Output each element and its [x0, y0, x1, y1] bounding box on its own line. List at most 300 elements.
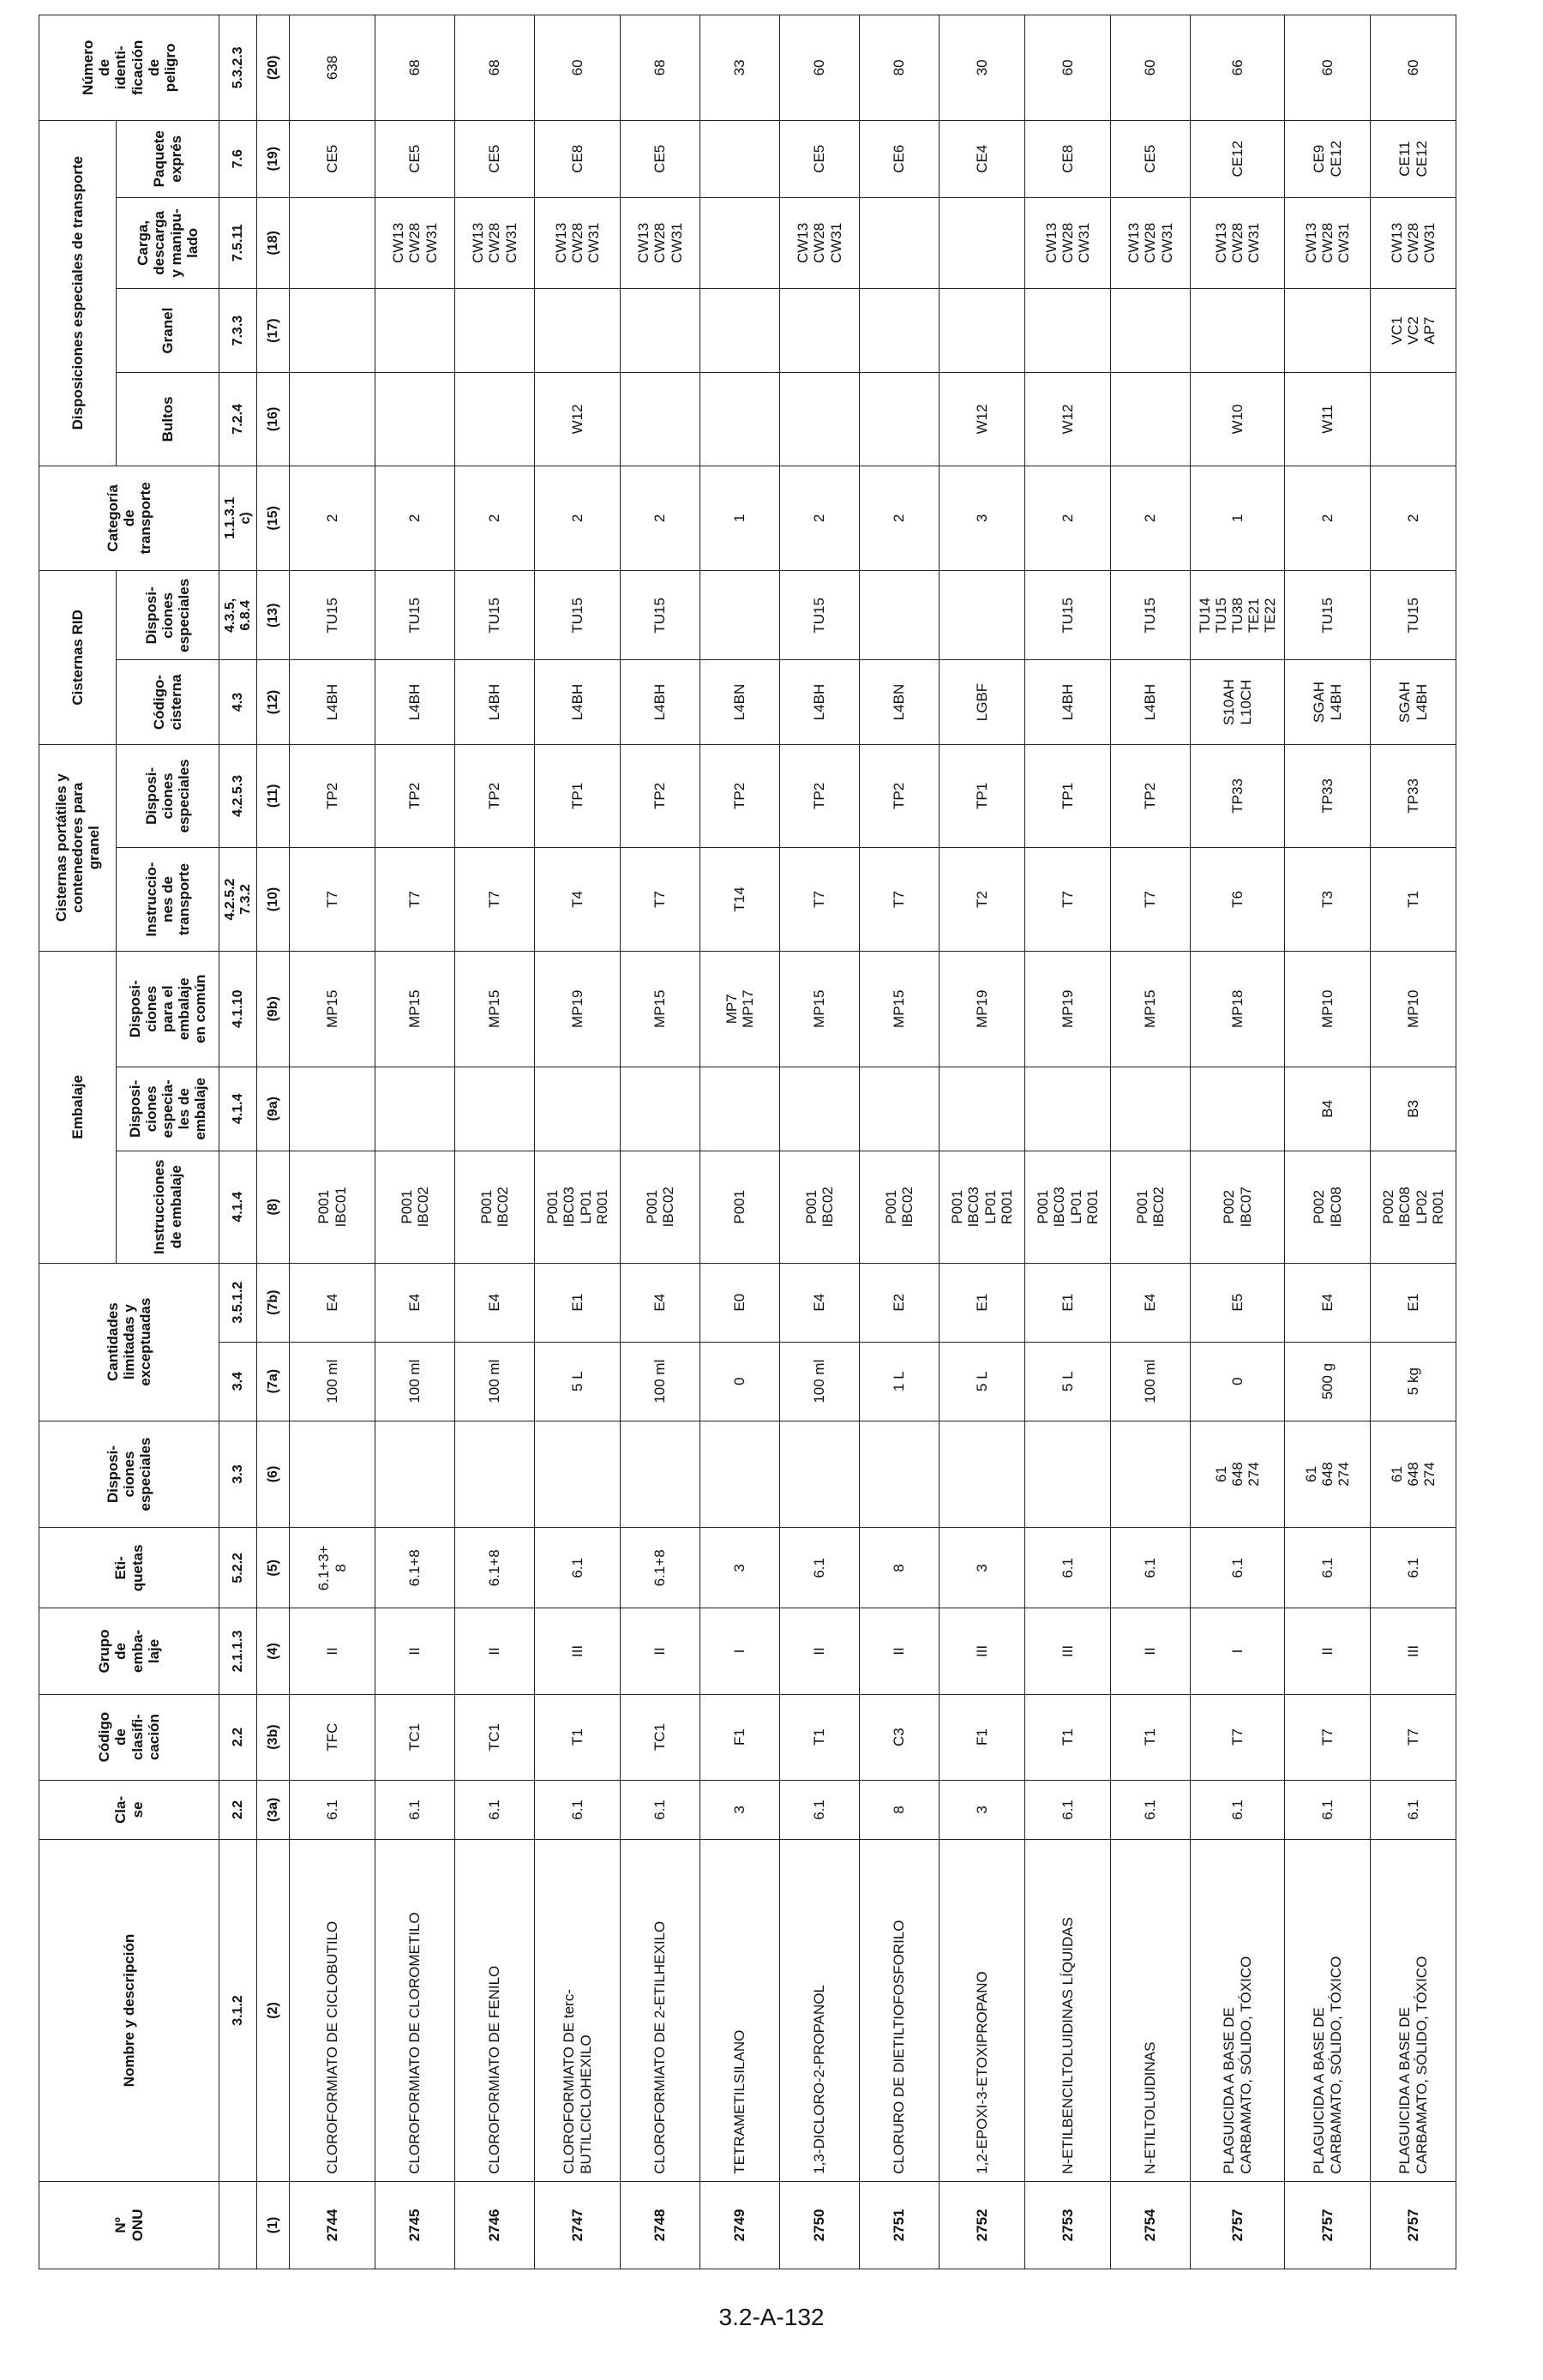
- table-row-cell: E1: [940, 1263, 1025, 1342]
- table-row-cell: 60: [535, 15, 621, 121]
- column-number-row-cell: (9b): [257, 951, 290, 1067]
- table-row-cell: TU15: [1111, 571, 1191, 660]
- table-row-cell: [535, 1421, 621, 1528]
- table-row-cell: [1191, 1067, 1285, 1151]
- table-row-cell: T7: [1191, 1694, 1285, 1780]
- table-row-cell: 2748: [621, 2181, 700, 2269]
- section-code-row-cell: 5.2.2: [219, 1528, 257, 1608]
- table-row-cell: TU15: [455, 571, 535, 660]
- table-row-cell: MP15: [375, 951, 455, 1067]
- table-row-cell: P002 IBC08: [1285, 1151, 1371, 1263]
- table-row-cell: 500 g: [1285, 1342, 1371, 1421]
- header-disposiciones-embalaje-comun: Disposi- ciones para el embalaje en común: [117, 951, 219, 1067]
- section-code-row-cell: [219, 2181, 257, 2269]
- table-row-cell: CLOROFORMIATO DE terc- BUTILCICLOHEXILO: [535, 1840, 621, 2182]
- table-row-cell: 6.1: [780, 1780, 860, 1840]
- table-row-cell: TP2: [621, 744, 700, 848]
- table-row-cell: [290, 197, 375, 288]
- table-row-cell: T1: [780, 1694, 860, 1780]
- table-row-cell: 80: [860, 15, 940, 121]
- section-code-row-cell: 7.2.4: [219, 373, 257, 466]
- header-codigo-cisterna: Código- cisterna: [117, 660, 219, 744]
- table-row-cell: 2744: [290, 2181, 375, 2269]
- table-row-cell: 6.1+8: [455, 1528, 535, 1608]
- table-row-cell: 33: [700, 15, 780, 121]
- table-row-cell: CE5: [1111, 120, 1191, 197]
- table-row-cell: E2: [860, 1263, 940, 1342]
- table-row-cell: 2: [1371, 466, 1456, 571]
- column-number-row-cell: (20): [257, 15, 290, 121]
- table-row-cell: CW13 CW28 CW31: [375, 197, 455, 288]
- column-number-row-cell: (18): [257, 197, 290, 288]
- table-row-cell: 0: [1191, 1342, 1285, 1421]
- table-row-cell: 2747: [535, 2181, 621, 2269]
- table-row-cell: P001 IBC02: [455, 1151, 535, 1263]
- column-number-row-cell: (6): [257, 1421, 290, 1528]
- header-grupo-embalaje: Grupo de emba- laje: [39, 1608, 219, 1694]
- table-row-cell: P001: [700, 1151, 780, 1263]
- section-code-row-cell: 2.1.1.3: [219, 1608, 257, 1694]
- table-row-cell: [290, 1067, 375, 1151]
- header-cisternas-portatiles: Cisternas portátiles y contenedores para granel: [39, 744, 117, 951]
- table-row-cell: 30: [940, 15, 1025, 121]
- table-row-cell: CW13 CW28 CW31: [780, 197, 860, 288]
- table-row-cell: 2750: [780, 2181, 860, 2269]
- table-row-cell: [860, 1067, 940, 1151]
- rotated-table-container: [39, 15, 1446, 2269]
- table-row-cell: TP2: [860, 744, 940, 848]
- table-row-cell: CW13 CW28 CW31: [621, 197, 700, 288]
- column-number-row-cell: (4): [257, 1608, 290, 1694]
- section-code-row-cell: 4.2.5.3: [219, 744, 257, 848]
- table-row-cell: [700, 1421, 780, 1528]
- table-row-cell: CE5: [621, 120, 700, 197]
- table-row-cell: TU15: [780, 571, 860, 660]
- table-row-cell: [860, 571, 940, 660]
- table-row-cell: 2: [535, 466, 621, 571]
- table-row-cell: MP15: [860, 951, 940, 1067]
- table-row-cell: LGBF: [940, 660, 1025, 744]
- section-code-row-cell: 3.1.2: [219, 1840, 257, 2182]
- section-code-row-cell: 7.3.3: [219, 289, 257, 373]
- table-row-cell: L4BH: [455, 660, 535, 744]
- table-row-cell: [1191, 289, 1285, 373]
- section-code-row-cell: 7.6: [219, 120, 257, 197]
- table-row-cell: S10AH L10CH: [1191, 660, 1285, 744]
- table-row-cell: [1025, 289, 1111, 373]
- table-row-cell: MP15: [1111, 951, 1191, 1067]
- table-row-cell: VC1 VC2 AP7: [1371, 289, 1456, 373]
- table-row-cell: II: [455, 1608, 535, 1694]
- table-row-cell: 5 L: [535, 1342, 621, 1421]
- table-row-cell: 1: [700, 466, 780, 571]
- table-row-cell: 6.1: [535, 1528, 621, 1608]
- table-row-cell: 2: [780, 466, 860, 571]
- table-row-cell: 1,3-DICLORO-2-PROPANOL: [780, 1840, 860, 2182]
- table-row-cell: I: [700, 1608, 780, 1694]
- table-row-cell: T7: [1285, 1694, 1371, 1780]
- table-row-cell: T1: [1111, 1694, 1191, 1780]
- table-row-cell: [455, 373, 535, 466]
- table-row-cell: 2746: [455, 2181, 535, 2269]
- table-row-cell: L4BH: [535, 660, 621, 744]
- table-row-cell: L4BH: [780, 660, 860, 744]
- table-row-cell: TETRAMETILSILANO: [700, 1840, 780, 2182]
- table-row-cell: P001 IBC03 LP01 R001: [940, 1151, 1025, 1263]
- section-code-row-cell: 3.3: [219, 1421, 257, 1528]
- table-row-cell: [1371, 373, 1456, 466]
- table-row-cell: MP19: [1025, 951, 1111, 1067]
- table-row-cell: 2752: [940, 2181, 1025, 2269]
- header-cantidades: Cantidades limitadas y exceptuadas: [39, 1263, 219, 1421]
- table-row: [780, 15, 860, 2269]
- table-row-cell: E4: [290, 1263, 375, 1342]
- table-row-cell: [700, 120, 780, 197]
- table-row-cell: CW13 CW28 CW31: [1111, 197, 1191, 288]
- table-row-cell: L4BH: [290, 660, 375, 744]
- table-row-cell: 2757: [1285, 2181, 1371, 2269]
- table-row-cell: [860, 197, 940, 288]
- table-row-cell: [780, 289, 860, 373]
- table-row-cell: W11: [1285, 373, 1371, 466]
- table-row-cell: T7: [375, 848, 455, 952]
- table-row-cell: [455, 289, 535, 373]
- table-row-cell: 100 ml: [455, 1342, 535, 1421]
- table-row-cell: P001 IBC02: [621, 1151, 700, 1263]
- section-code-row-cell: 4.2.5.2 7.3.2: [219, 848, 257, 952]
- table-row-cell: 2751: [860, 2181, 940, 2269]
- table-row-cell: 6.1: [1371, 1780, 1456, 1840]
- header-disposiciones-transporte: Disposiciones especiales de transporte: [39, 120, 117, 466]
- table-row-cell: CW13 CW28 CW31: [1191, 197, 1285, 288]
- column-number-row-cell: (15): [257, 466, 290, 571]
- table-row-cell: 68: [455, 15, 535, 121]
- table-row-cell: P002 IBC08 LP02 R001: [1371, 1151, 1456, 1263]
- table-row-cell: CE8: [535, 120, 621, 197]
- table-row-cell: 6.1: [1191, 1780, 1285, 1840]
- column-number-row-cell: (9a): [257, 1067, 290, 1151]
- table-row-cell: T1: [1025, 1694, 1111, 1780]
- table-row-cell: 2: [1025, 466, 1111, 571]
- table-row-cell: T1: [1371, 848, 1456, 952]
- page-number: 3.2-A-132: [718, 2304, 825, 2330]
- table-row-cell: TP2: [700, 744, 780, 848]
- table-row-cell: [621, 289, 700, 373]
- table-row-cell: TC1: [621, 1694, 700, 1780]
- table-row-cell: TFC: [290, 1694, 375, 1780]
- table-row-cell: MP7 MP17: [700, 951, 780, 1067]
- table-row-cell: I: [1191, 1608, 1285, 1694]
- table-row-cell: 100 ml: [780, 1342, 860, 1421]
- table-row-cell: 2: [455, 466, 535, 571]
- table-row-cell: 6.1: [1285, 1528, 1371, 1608]
- table-row: [1191, 15, 1285, 2269]
- table-row-cell: [1111, 373, 1191, 466]
- table-row-cell: II: [1111, 1608, 1191, 1694]
- section-code-row-cell: 1.1.3.1 c): [219, 466, 257, 571]
- table-row-cell: 2: [1111, 466, 1191, 571]
- table-row-cell: TP33: [1371, 744, 1456, 848]
- table-row: [940, 15, 1025, 2269]
- table-row-cell: CW13 CW28 CW31: [1285, 197, 1371, 288]
- table-row-cell: 638: [290, 15, 375, 121]
- table-row-cell: TU15: [1285, 571, 1371, 660]
- table-row-cell: 68: [621, 15, 700, 121]
- table-row-cell: CE11 CE12: [1371, 120, 1456, 197]
- table-row-cell: [700, 1067, 780, 1151]
- table-row-cell: 8: [860, 1780, 940, 1840]
- table-row-cell: W12: [535, 373, 621, 466]
- table-row-cell: MP10: [1285, 951, 1371, 1067]
- header-cisternas-rid: Cisternas RID: [39, 571, 117, 744]
- table-row-cell: 100 ml: [621, 1342, 700, 1421]
- header-embalaje: Embalaje: [39, 951, 117, 1263]
- header-granel: Granel: [117, 289, 219, 373]
- table-row-cell: T7: [290, 848, 375, 952]
- table-row-cell: E0: [700, 1263, 780, 1342]
- table-row-cell: P001 IBC03 LP01 R001: [535, 1151, 621, 1263]
- table-row-cell: E1: [1371, 1263, 1456, 1342]
- table-row-cell: TP1: [1025, 744, 1111, 848]
- table-row-cell: TU15: [1025, 571, 1111, 660]
- table-row-cell: CE4: [940, 120, 1025, 197]
- header-disposiciones-especiales: Disposi- ciones especiales: [39, 1421, 219, 1528]
- table-row-cell: L4BH: [621, 660, 700, 744]
- table-row-cell: P001 IBC01: [290, 1151, 375, 1263]
- table-row-cell: P002 IBC07: [1191, 1151, 1285, 1263]
- table-row-cell: T2: [940, 848, 1025, 952]
- section-code-row-cell: 2.2: [219, 1694, 257, 1780]
- table-row-cell: 2: [621, 466, 700, 571]
- table-row-cell: [375, 373, 455, 466]
- table-row-cell: T7: [1371, 1694, 1456, 1780]
- table-row-cell: PLAGUICIDA A BASE DE CARBAMATO, SÓLIDO, TÓXICO: [1191, 1840, 1285, 2182]
- table-row-cell: [1025, 1067, 1111, 1151]
- table-row-cell: N-ETILBENCILTOLUIDINAS LÍQUIDAS: [1025, 1840, 1111, 2182]
- column-number-row-cell: (7a): [257, 1342, 290, 1421]
- table-row-cell: 68: [375, 15, 455, 121]
- header-categoria-transporte: Categoría de transporte: [39, 466, 219, 571]
- table-row-cell: [940, 197, 1025, 288]
- table-row-cell: TU15: [621, 571, 700, 660]
- table-row-cell: 100 ml: [290, 1342, 375, 1421]
- table-row-cell: P001 IBC02: [860, 1151, 940, 1263]
- header-disposiciones-embalaje: Disposi- ciones especia- les de embalaje: [117, 1067, 219, 1151]
- table-row-cell: 5 kg: [1371, 1342, 1456, 1421]
- table-row-cell: MP15: [455, 951, 535, 1067]
- table-row-cell: TU14 TU15 TU38 TE21 TE22: [1191, 571, 1285, 660]
- table-row-cell: [621, 373, 700, 466]
- table-row-cell: 6.1: [290, 1780, 375, 1840]
- table-row-cell: 2: [860, 466, 940, 571]
- table-row-cell: 60: [1111, 15, 1191, 121]
- table-row-cell: 3: [940, 1780, 1025, 1840]
- header-disposiciones-rid: Disposi- ciones especiales: [117, 571, 219, 660]
- table-row-cell: TP1: [535, 744, 621, 848]
- table-row-cell: 100 ml: [375, 1342, 455, 1421]
- table-row-cell: II: [780, 1608, 860, 1694]
- table-row-cell: CLORURO DE DIETILTIOFOSFORILO: [860, 1840, 940, 2182]
- table-row-cell: CW13 CW28 CW31: [1371, 197, 1456, 288]
- table-row-cell: TP2: [780, 744, 860, 848]
- table-row-cell: SGAH L4BH: [1371, 660, 1456, 744]
- table-row-cell: W10: [1191, 373, 1285, 466]
- table-row-cell: 66: [1191, 15, 1285, 121]
- table-row-cell: T7: [1025, 848, 1111, 952]
- table-row-cell: CW13 CW28 CW31: [535, 197, 621, 288]
- table-row-cell: E4: [375, 1263, 455, 1342]
- table-row-cell: III: [535, 1608, 621, 1694]
- table-row-cell: [780, 1421, 860, 1528]
- table-row-cell: 61 648 274: [1191, 1421, 1285, 1528]
- table-row-cell: F1: [940, 1694, 1025, 1780]
- table-row: [700, 15, 780, 2269]
- table-row-cell: TP33: [1285, 744, 1371, 848]
- header-instrucciones-transporte: Instruccio- nes de transporte: [117, 848, 219, 952]
- header-nombre: Nombre y descripción: [39, 1840, 219, 2182]
- table-row-cell: TP33: [1191, 744, 1285, 848]
- table-row-cell: PLAGUICIDA A BASE DE CARBAMATO, SÓLIDO, TÓXICO: [1371, 1840, 1456, 2182]
- table-row-cell: MP15: [780, 951, 860, 1067]
- table-row-cell: [860, 289, 940, 373]
- table-row-cell: 6.1: [535, 1780, 621, 1840]
- table-row-cell: E4: [455, 1263, 535, 1342]
- table-row-cell: 3: [940, 1528, 1025, 1608]
- table-row-cell: 2745: [375, 2181, 455, 2269]
- column-number-row-cell: (13): [257, 571, 290, 660]
- table-row-cell: [780, 1067, 860, 1151]
- section-code-row-cell: 4.1.4: [219, 1067, 257, 1151]
- table-row-cell: L4BH: [1025, 660, 1111, 744]
- table-row-cell: MP19: [940, 951, 1025, 1067]
- table-row-cell: E5: [1191, 1263, 1285, 1342]
- header-numero-peligro: Número de identi- ficación de peligro: [39, 15, 219, 121]
- table-row-cell: III: [1371, 1608, 1456, 1694]
- table-row: [1371, 15, 1456, 2269]
- header-disposiciones-cisternas-portatiles: Disposi- ciones especiales: [117, 744, 219, 848]
- table-row: [1111, 15, 1191, 2269]
- table-row-cell: [700, 373, 780, 466]
- table-row-cell: P001 IBC02: [1111, 1151, 1191, 1263]
- table-row-cell: B4: [1285, 1067, 1371, 1151]
- table-row-cell: N-ETILTOLUIDINAS: [1111, 1840, 1191, 2182]
- table-row-cell: P001 IBC03 LP01 R001: [1025, 1151, 1111, 1263]
- table-row-cell: MP15: [290, 951, 375, 1067]
- table-row-cell: [700, 289, 780, 373]
- table-row-cell: E1: [535, 1263, 621, 1342]
- column-number-row-cell: (5): [257, 1528, 290, 1608]
- table-row-cell: [1111, 1067, 1191, 1151]
- header-etiquetas: Eti- quetas: [39, 1528, 219, 1608]
- table-row-cell: T14: [700, 848, 780, 952]
- table-row: [621, 15, 700, 2269]
- column-number-row-cell: (7b): [257, 1263, 290, 1342]
- table-row-cell: 2757: [1191, 2181, 1285, 2269]
- table-row-cell: TC1: [375, 1694, 455, 1780]
- table-row-cell: [535, 289, 621, 373]
- table-row-cell: T6: [1191, 848, 1285, 952]
- table-row-cell: MP10: [1371, 951, 1456, 1067]
- table-row-cell: CLOROFORMIATO DE 2-ETILHEXILO: [621, 1840, 700, 2182]
- table-row-cell: T7: [1111, 848, 1191, 952]
- table-row-cell: 60: [1025, 15, 1111, 121]
- table-row-cell: T7: [621, 848, 700, 952]
- table-row-cell: P001 IBC02: [375, 1151, 455, 1263]
- table-row-cell: II: [860, 1608, 940, 1694]
- table-row: [535, 15, 621, 2269]
- table-row-cell: E4: [1285, 1263, 1371, 1342]
- table-row-cell: [1111, 289, 1191, 373]
- table-row-cell: 100 ml: [1111, 1342, 1191, 1421]
- table-row-cell: 3: [940, 466, 1025, 571]
- table-row-cell: 61 648 274: [1285, 1421, 1371, 1528]
- table-row-cell: [290, 1421, 375, 1528]
- header-codigo-clasificacion: Código de clasifi- cación: [39, 1694, 219, 1780]
- column-number-row-cell: (1): [257, 2181, 290, 2269]
- column-number-row-cell: (2): [257, 1840, 290, 2182]
- table-row-cell: CLOROFORMIATO DE FENILO: [455, 1840, 535, 2182]
- table-row: [290, 15, 375, 2269]
- table-row: [1025, 15, 1111, 2269]
- table-row-cell: 2754: [1111, 2181, 1191, 2269]
- table-row-cell: CW13 CW28 CW31: [455, 197, 535, 288]
- header-onu: Nº ONU: [39, 2181, 219, 2269]
- table-row-cell: 6.1: [1025, 1780, 1111, 1840]
- table-row-cell: [455, 1421, 535, 1528]
- table-row-cell: E4: [1111, 1263, 1191, 1342]
- column-number-row-cell: (3b): [257, 1694, 290, 1780]
- table-row-cell: [455, 1067, 535, 1151]
- table-row-cell: CE5: [455, 120, 535, 197]
- header-bultos: Bultos: [117, 373, 219, 466]
- table-row-cell: E4: [621, 1263, 700, 1342]
- table-row-cell: II: [290, 1608, 375, 1694]
- table-row-cell: 6.1: [375, 1780, 455, 1840]
- table-row-cell: CE8: [1025, 120, 1111, 197]
- table-row: [455, 15, 535, 2269]
- table-row-cell: MP19: [535, 951, 621, 1067]
- table-row-cell: 5 L: [940, 1342, 1025, 1421]
- header-instrucciones-embalaje: Instrucciones de embalaje: [117, 1151, 219, 1263]
- table-row-cell: [860, 1421, 940, 1528]
- column-number-row-cell: (17): [257, 289, 290, 373]
- table-row-cell: L4BN: [700, 660, 780, 744]
- table-row-cell: TP2: [455, 744, 535, 848]
- table-row-cell: MP18: [1191, 951, 1285, 1067]
- table-row-cell: [290, 289, 375, 373]
- column-number-row: [257, 15, 290, 2269]
- table-row-cell: [375, 1067, 455, 1151]
- table-row-cell: TU15: [290, 571, 375, 660]
- table-row-cell: 60: [1371, 15, 1456, 121]
- section-code-row-cell: 5.3.2.3: [219, 15, 257, 121]
- table-row-cell: CW13 CW28 CW31: [1025, 197, 1111, 288]
- table-row-cell: CE9 CE12: [1285, 120, 1371, 197]
- table-row-cell: 61 648 274: [1371, 1421, 1456, 1528]
- table-row-cell: CE6: [860, 120, 940, 197]
- table-row-cell: 0: [700, 1342, 780, 1421]
- table-row-cell: 2757: [1371, 2181, 1456, 2269]
- table-row-cell: 1,2-EPOXI-3-ETOXIPROPANO: [940, 1840, 1025, 2182]
- table-row-cell: 8: [860, 1528, 940, 1608]
- table-row-cell: [375, 1421, 455, 1528]
- table-row-cell: 2753: [1025, 2181, 1111, 2269]
- table-row-cell: [940, 571, 1025, 660]
- table-row-cell: II: [375, 1608, 455, 1694]
- table-row-cell: TP2: [375, 744, 455, 848]
- table-row-cell: T3: [1285, 848, 1371, 952]
- table-row-cell: CE5: [290, 120, 375, 197]
